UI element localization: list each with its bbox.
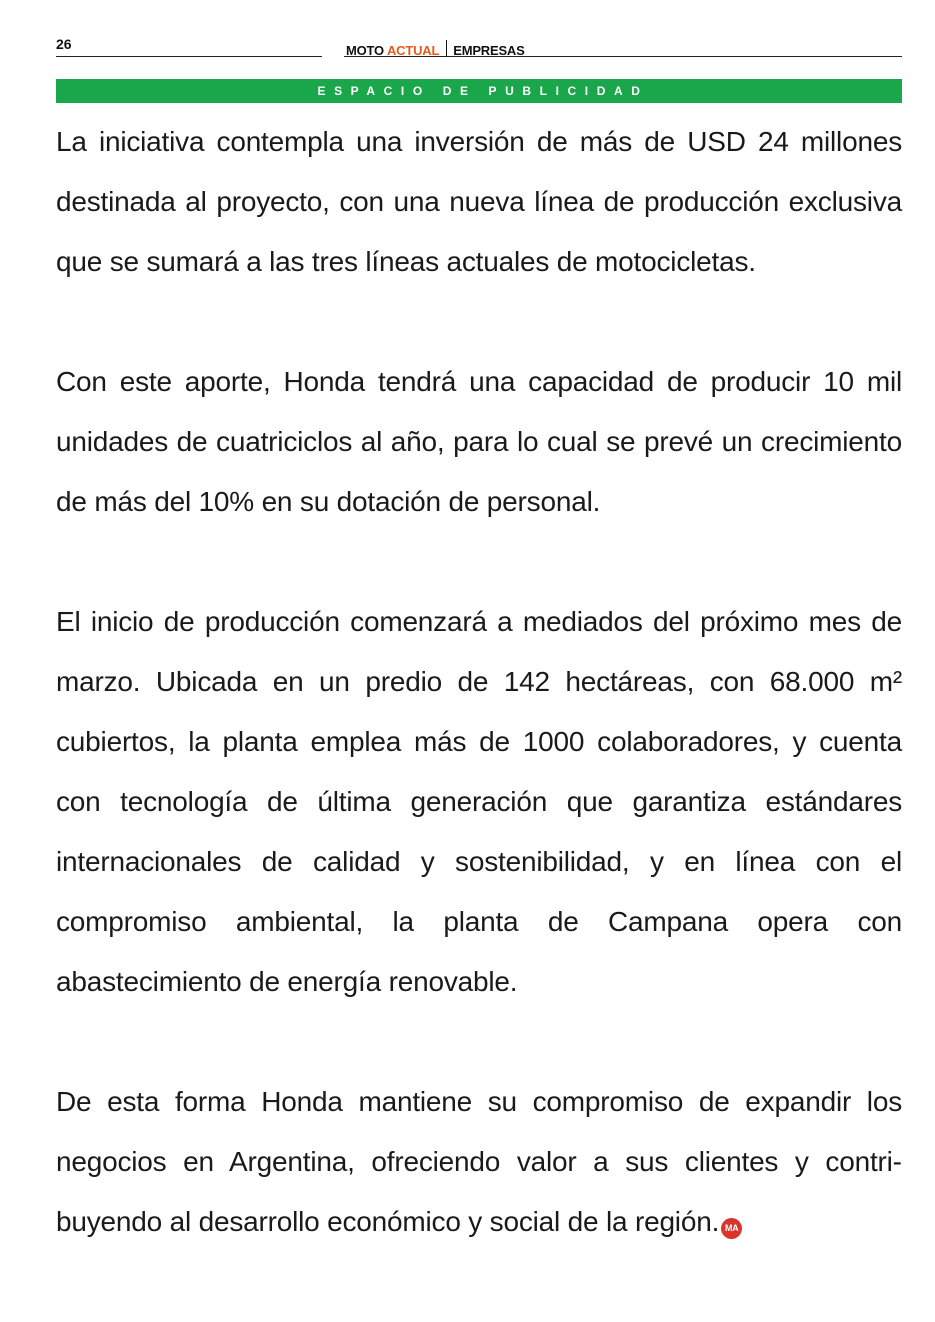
brand-actual: ACTUAL: [386, 43, 440, 58]
page-number: 26: [56, 36, 72, 52]
masthead: [346, 40, 525, 56]
article-paragraph-text: De esta forma Honda mantiene su compromiso de expandir los negocios en Argentina, ofreciendo valor a sus clientes y contribuyendo al desarrollo económico y social de la región.: [56, 1086, 902, 1237]
brand-moto: MOTO: [346, 43, 384, 58]
section-label: EMPRESAS: [453, 43, 525, 58]
masthead-divider: [446, 40, 447, 57]
article-paragraph: El inicio de producción comenzará a mediados del próximo mes de marzo. Ubicada en un predio de 142 hectáreas, con 68.000 m² cubiertos, la planta emplea más de 1000 colaboradores, y cuenta con tecnología de última generación que garantiza estándares internacionales de calidad y sostenibilidad, y en línea con el compromiso ambiental, la planta de Campana opera con abastecimiento de energía renovable.: [56, 606, 902, 997]
article-paragraph: La iniciativa contempla una inversión de más de USD 24 millones destinada al proyecto, con una nueva línea de producción exclusiva que se sumará a las tres líneas actuales de motocicletas.: [56, 126, 902, 277]
advertising-banner: ESPACIO DE PUBLICIDAD: [56, 79, 902, 103]
article-body: [56, 112, 902, 1252]
article-paragraph-last: [56, 1072, 902, 1252]
article-paragraph: Con este aporte, Honda tendrá una capacidad de producir 10 mil unidades de cuatriciclos al año, para lo cual se prevé un crecimiento de más del 10% en su dotación de personal.: [56, 366, 902, 517]
header-rule-left: [56, 56, 322, 57]
moto-actual-end-logo-icon: MA: [721, 1218, 742, 1239]
